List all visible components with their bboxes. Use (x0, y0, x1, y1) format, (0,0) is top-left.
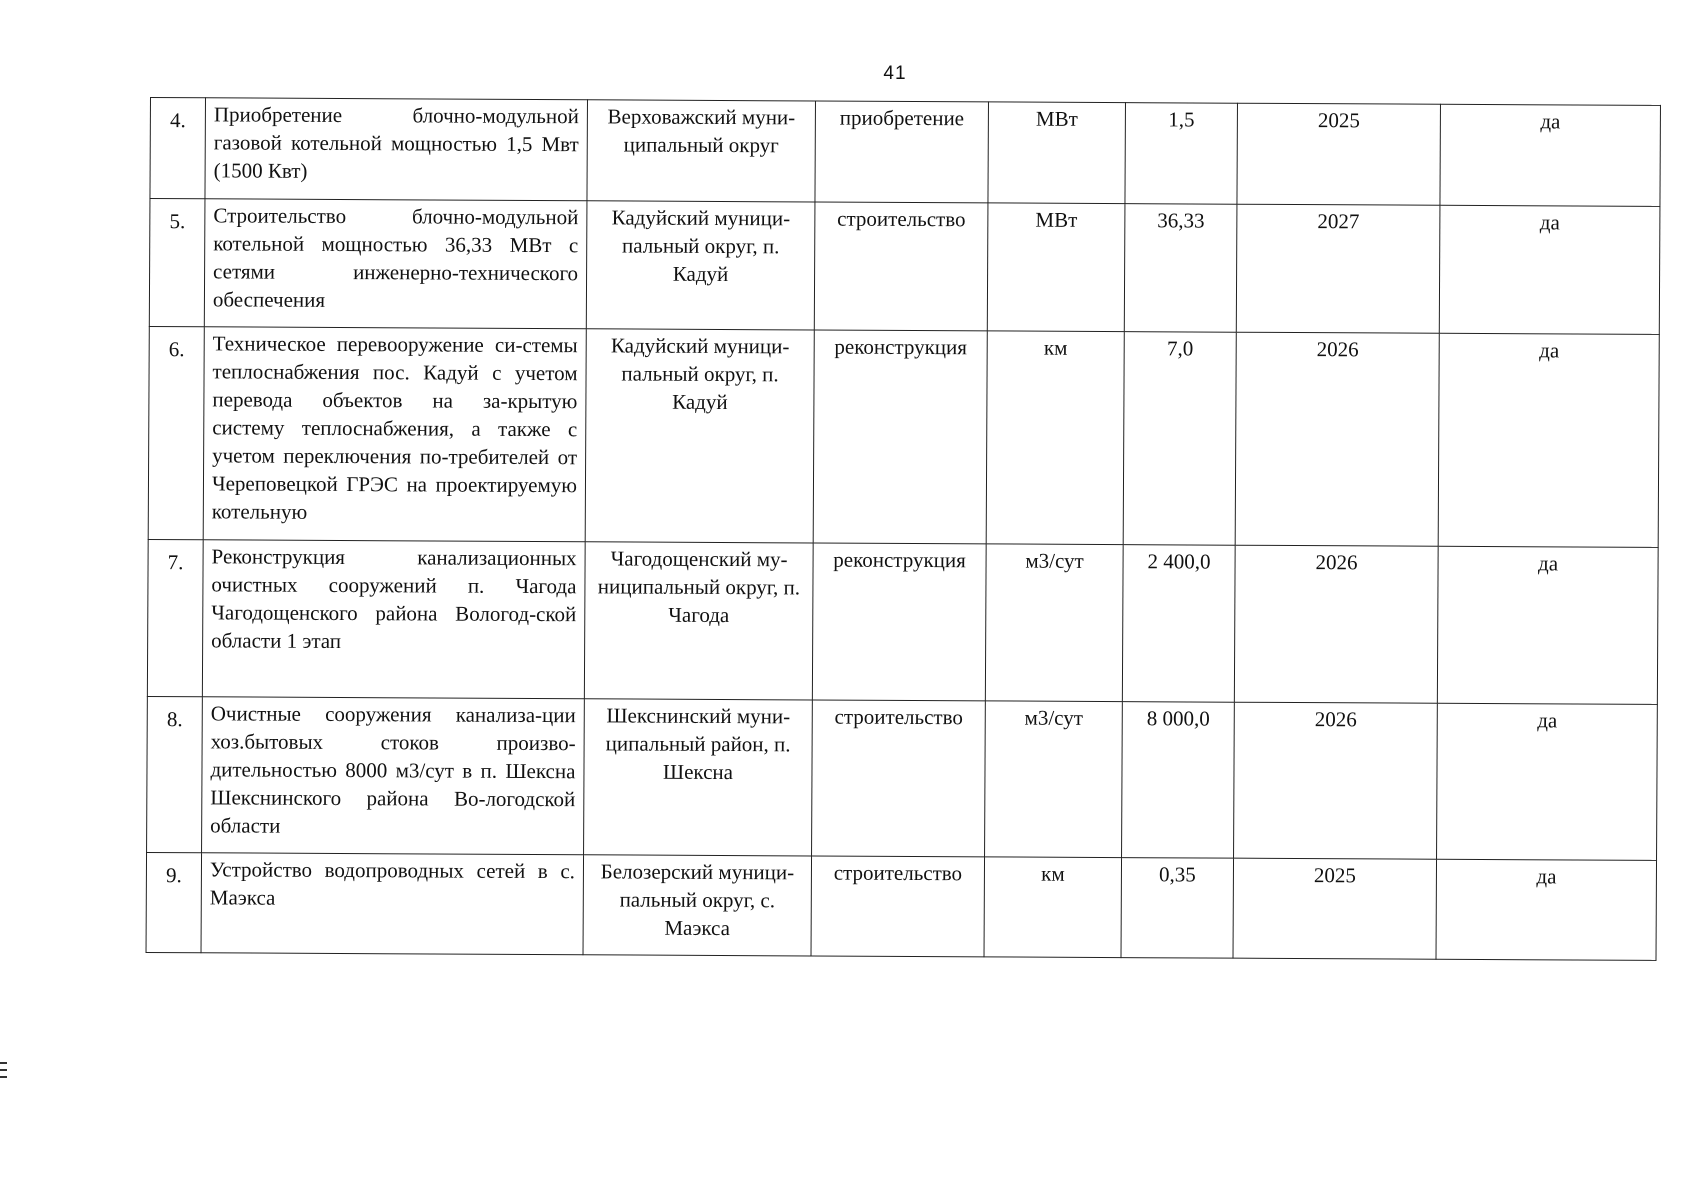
work-type: приобретение (815, 101, 989, 203)
flag: да (1436, 859, 1657, 960)
project-name: Строительство блочно-модульной котельной мощностью 36,33 МВт с сетями инженерно-технического обеспечения (204, 199, 587, 329)
project-location: Верховажский муни-ципальный округ (587, 100, 816, 202)
unit: МВт (987, 203, 1125, 332)
unit: МВт (988, 102, 1126, 204)
project-location: Белозерский муници-пальный округ, с. Маэкса (583, 855, 812, 956)
unit: км (986, 331, 1124, 545)
capacity-value: 1,5 (1125, 103, 1238, 205)
project-location: Кадуйский муници-пальный округ, п. Кадуй (585, 329, 814, 543)
project-name: Устройство водопроводных сетей в с. Маэкса (201, 853, 584, 955)
table-row (146, 852, 1657, 960)
row-number: 6. (148, 326, 204, 539)
unit: м3/сут (985, 544, 1123, 702)
capacity-value: 36,33 (1124, 204, 1237, 333)
project-name: Техническое перевооружение си-стемы теплоснабжения пос. Кадуй с учетом перевода объектов на за-крытую систему теплоснабжения, а также с учетом переключения по-требителей от Череповецкой ГРЭС на проектируемую котельную (203, 327, 586, 542)
row-number: 7. (147, 539, 203, 696)
year: 2026 (1235, 332, 1439, 546)
unit: м3/сут (985, 701, 1123, 858)
document-sheet (146, 97, 1660, 961)
flag: да (1439, 205, 1660, 334)
capacity-value: 0,35 (1121, 858, 1234, 959)
table-row (147, 539, 1658, 704)
row-number: 5. (149, 199, 205, 327)
table-row (150, 98, 1661, 207)
project-location: Кадуйский муници-пальный округ, п. Кадуй (586, 201, 815, 330)
row-number: 8. (147, 696, 203, 852)
project-location: Чагодощенский му-ниципальный округ, п. Чагода (584, 542, 813, 700)
capacity-value: 7,0 (1123, 332, 1236, 546)
work-type: реконструкция (813, 330, 987, 544)
flag: да (1437, 546, 1658, 704)
projects-table (146, 97, 1661, 961)
year: 2027 (1236, 204, 1440, 333)
row-number: 4. (150, 98, 206, 199)
table-row (149, 199, 1660, 335)
capacity-value: 2 400,0 (1122, 545, 1235, 703)
work-type: строительство (812, 700, 986, 857)
year: 2026 (1234, 545, 1438, 703)
flag: да (1438, 333, 1659, 547)
work-type: строительство (814, 202, 988, 331)
project-name: Реконструкция канализационных очистных сооружений п. Чагода Чагодощенского района Вологод-ской области 1 этап (202, 540, 585, 699)
year: 2025 (1237, 103, 1441, 205)
work-type: строительство (811, 856, 985, 957)
scan-margin-mark (0, 1062, 7, 1083)
flag: да (1437, 703, 1658, 860)
work-type: реконструкция (812, 543, 986, 701)
table-body (146, 98, 1660, 961)
project-name: Приобретение блочно-модульной газовой котельной мощностью 1,5 Мвт (1500 Квт) (205, 98, 588, 201)
table-row (148, 326, 1659, 547)
project-name: Очистные сооружения канализа-ции хоз.бытовых стоков произво-дительностью 8000 м3/сут в п. Шексна Шекснинского района Во-логодской области (202, 697, 585, 855)
row-number: 9. (146, 852, 202, 952)
project-location: Шекснинский муни-ципальный район, п. Шексна (584, 699, 813, 856)
year: 2026 (1234, 702, 1438, 859)
capacity-value: 8 000,0 (1122, 702, 1235, 859)
unit: км (984, 857, 1122, 958)
year: 2025 (1233, 858, 1437, 959)
table-row (147, 696, 1658, 860)
flag: да (1440, 104, 1661, 206)
page-number: 41 (883, 63, 907, 84)
